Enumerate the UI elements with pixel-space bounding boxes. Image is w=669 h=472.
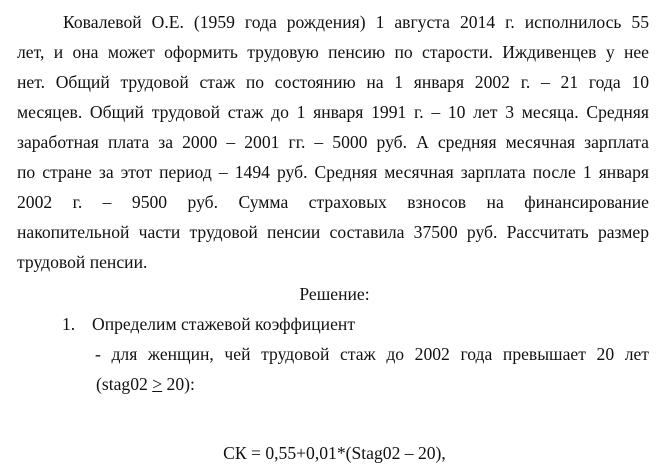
- problem-line-9: трудовой пенсии.: [17, 252, 148, 272]
- step-number: 1.: [62, 314, 76, 334]
- problem-line-2: лет, и она может оформить трудовую пенсию по старости. Иждивенцев у нее: [17, 42, 649, 62]
- problem-line-1: Ковалевой О.Е. (1959 года рождения) 1 августа 2014 г. исполнилось 55: [63, 12, 649, 32]
- step-text: Определим стажевой коэффициент: [92, 314, 356, 334]
- condition-line-2: [96, 369, 650, 399]
- problem-line-3: нет. Общий трудовой стаж по состоянию на 1 января 2002 г. – 21 года 10: [17, 72, 649, 92]
- formula: СК = 0,55+0,01*(Stag02 – 20),: [223, 443, 446, 463]
- problem-line-7: 2002 г. – 9500 руб. Сумма страховых взносов на финансирование: [17, 192, 649, 212]
- greater-or-equal-symbol: >: [152, 374, 163, 394]
- condition-prefix: (stag02: [96, 374, 153, 394]
- problem-line-5: заработная плата за 2000 – 2001 гг. – 5000 руб. А средняя месячная зарплата: [17, 132, 649, 152]
- condition-suffix: 20):: [162, 374, 195, 394]
- condition-line-1: - для женщин, чей трудовой стаж до 2002 года превышает 20 лет: [95, 344, 649, 364]
- solution-step-1: [62, 309, 355, 339]
- problem-line-8: накопительной части трудовой пенсии составила 37500 руб. Рассчитать размер: [17, 222, 649, 242]
- problem-line-4: месяцев. Общий трудовой стаж до 1 января 1991 г. – 10 лет 3 месяца. Средняя: [17, 102, 649, 122]
- problem-line-6: по стране за этот период – 1494 руб. Средняя месячная зарплата после 1 января: [17, 162, 649, 182]
- solution-heading: Решение:: [299, 284, 370, 304]
